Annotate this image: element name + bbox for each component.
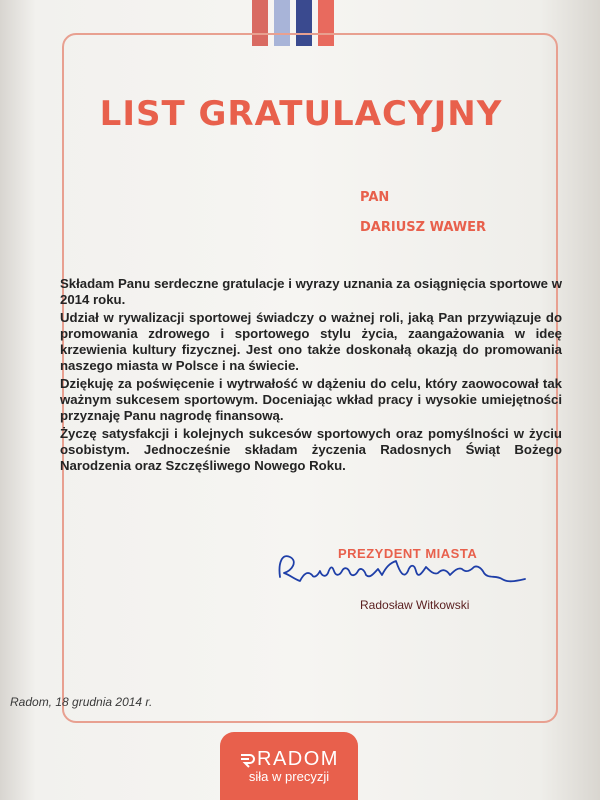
signatory-title: PREZYDENT MIASTA — [338, 546, 478, 561]
signatory-name: Radosław Witkowski — [360, 598, 470, 612]
letter-body — [60, 276, 562, 476]
addressee-honorific: PAN — [360, 190, 390, 205]
certificate-title: LIST GRATULACYJNY — [99, 94, 503, 134]
logo-name: RADOM — [257, 748, 339, 770]
radom-logo — [220, 732, 358, 800]
letter-paragraph: Składam Panu serdeczne gratulacje i wyrazy uznania za osiągnięcia sportowe w 2014 roku. — [60, 276, 562, 308]
logo-wordmark — [239, 748, 339, 771]
logo-slogan: siła w precyzji — [248, 769, 330, 784]
place-and-date: Radom, 18 grudnia 2014 r. — [10, 695, 153, 709]
letter-paragraph: Dziękuję za poświęcenie i wytrwałość w dążeniu do celu, który zaowocował tak ważnym sukcesem sportowym. Doceniając wkład pracy i wysokie umiejętności przyznaję Panu nagrodę finansową. — [60, 375, 562, 424]
letter-paragraph: Udział w rywalizacji sportowej świadczy o ważnej roli, jaką Pan przywiązuje do promowania zdrowego i sportowego stylu życia, zaangażowania w ideę krzewienia kultury fizycznej. Jest ono także doskonałą okazją do promowania naszego miasta w Polsce i na świecie. — [60, 309, 562, 374]
handwritten-signature — [270, 545, 535, 595]
logo-mark-icon — [239, 752, 255, 768]
signature-stroke — [279, 556, 525, 581]
letter-paragraph: Życzę satysfakcji i kolejnych sukcesów sportowych oraz pomyślności w życiu osobistym. Jednocześnie składam życzenia Radosnych Świąt Bożego Narodzenia oraz Szczęśliwego Nowego Roku. — [60, 425, 562, 474]
addressee-name: DARIUSZ WAWER — [360, 220, 487, 235]
